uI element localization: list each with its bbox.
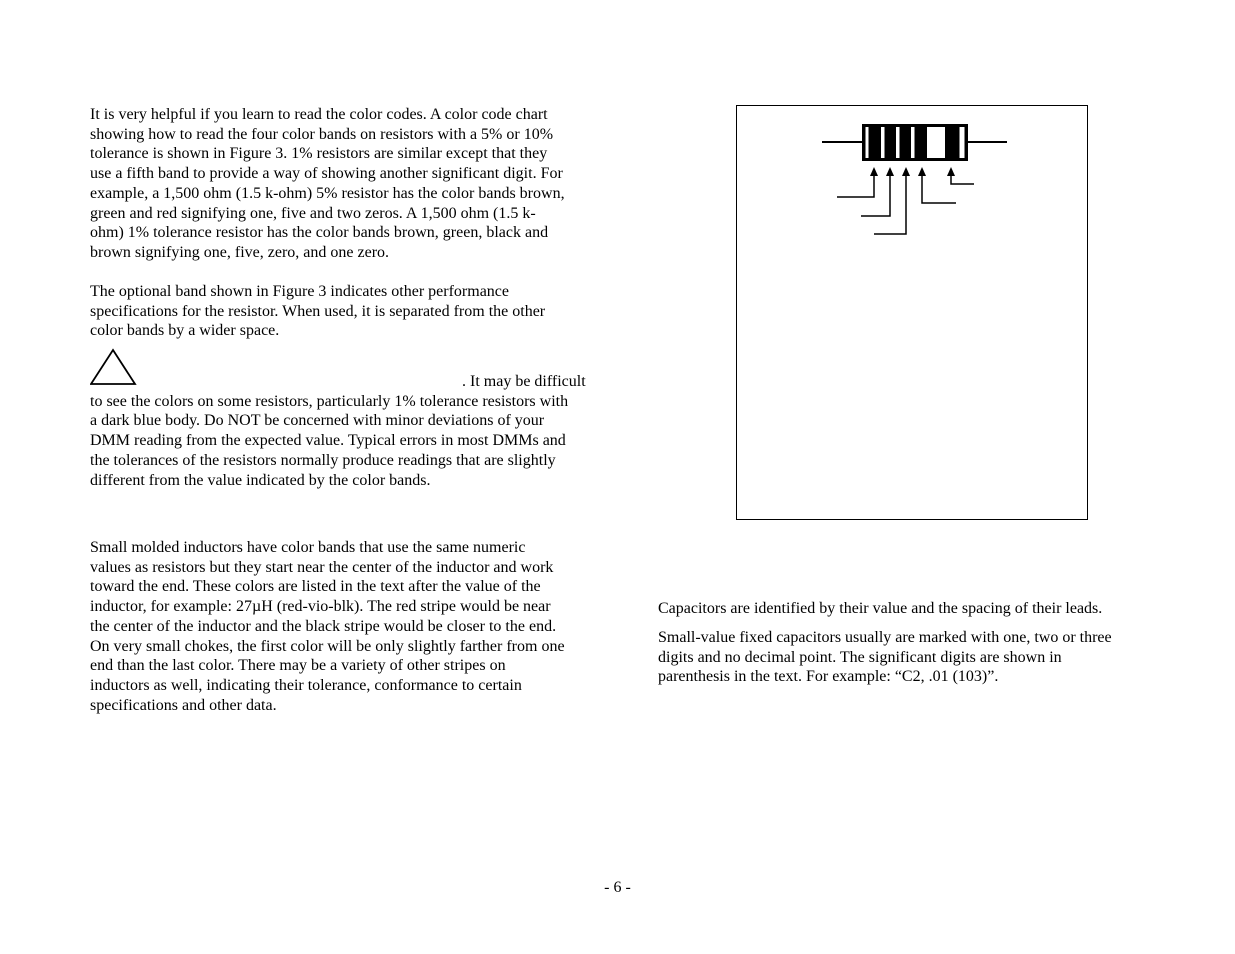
text-line: DMM reading from the expected value. Typical errors in most DMMs and — [90, 432, 566, 450]
resistor-diagram — [737, 106, 1089, 521]
text-line: inductors as well, indicating their tolerance, conformance to certain — [90, 676, 522, 694]
inductors-paragraph — [90, 538, 565, 715]
text-line: Small molded inductors have color bands that use the same numeric — [90, 539, 526, 556]
optional-band-paragraph — [90, 282, 545, 341]
text-line: values as resistors but they start near the center of the inductor and work — [90, 558, 554, 576]
text-line: to see the colors on some resistors, particularly 1% tolerance resistors with — [90, 392, 569, 410]
text-line: inductor, for example: 27µH (red-vio-blk). The red stripe would be near — [90, 598, 551, 616]
band-leader-lines — [837, 174, 974, 234]
text-line: brown signifying one, five, zero, and one zero. — [90, 243, 390, 261]
text-line: parenthesis in the text. For example: “C2, .01 (103)”. — [658, 668, 999, 686]
resistor-body — [862, 124, 968, 161]
text-line: a dark blue body. Do NOT be concerned with minor deviations of your — [90, 412, 545, 430]
text-line: use a fifth band to provide a way of showing another significant digit. For — [90, 165, 563, 183]
text-line: ohm) 1% tolerance resistor has the color bands brown, green, black and — [90, 224, 549, 242]
text-line: the center of the inductor and the black stripe would be closer to the end. — [90, 617, 557, 635]
text-line: color bands by a wider space. — [90, 322, 280, 340]
small-capacitors-paragraph — [658, 628, 1112, 687]
page-number: - 6 - — [604, 879, 631, 896]
text-line: specifications and other data. — [90, 696, 277, 714]
caution-paragraph — [90, 372, 586, 490]
text-line: Capacitors are identified by their value and the spacing of their leads. — [658, 600, 1103, 617]
text-line: the tolerances of the resistors normally produce readings that are slightly — [90, 451, 556, 469]
capacitors-identification-paragraph — [658, 599, 1102, 619]
text-line: example, a 1,500 ohm (1.5 k-ohm) 5% resistor has the color bands brown, — [90, 184, 565, 202]
text-line: showing how to read the four color bands on resistors with a 5% or 10% — [90, 125, 554, 143]
band-arrowheads — [870, 167, 955, 176]
text-line: The optional band shown in Figure 3 indicates other performance — [90, 283, 509, 300]
text-line: different from the value indicated by the color bands. — [90, 471, 431, 489]
text-line: Small-value fixed capacitors usually are marked with one, two or three — [658, 629, 1112, 646]
text-line: On very small chokes, the first color will be only slightly farther from one — [90, 637, 565, 655]
color-codes-paragraph — [90, 105, 565, 263]
resistor-color-code-figure — [736, 105, 1088, 520]
text-line: end than the last color. There may be a variety of other stripes on — [90, 657, 506, 675]
text-line: green and red signifying one, five and two zeros. A 1,500 ohm (1.5 k- — [90, 204, 536, 222]
text-line: specifications for the resistor. When used, it is separated from the other — [90, 302, 546, 320]
text-line: . It may be difficult — [462, 373, 586, 390]
text-line: digits and no decimal point. The significant digits are shown in — [658, 648, 1062, 666]
text-line: tolerance is shown in Figure 3. 1% resistors are similar except that they — [90, 145, 548, 163]
text-line: toward the end. These colors are listed in the text after the value of the — [90, 578, 541, 596]
text-line: It is very helpful if you learn to read the color codes. A color code chart — [90, 106, 548, 123]
